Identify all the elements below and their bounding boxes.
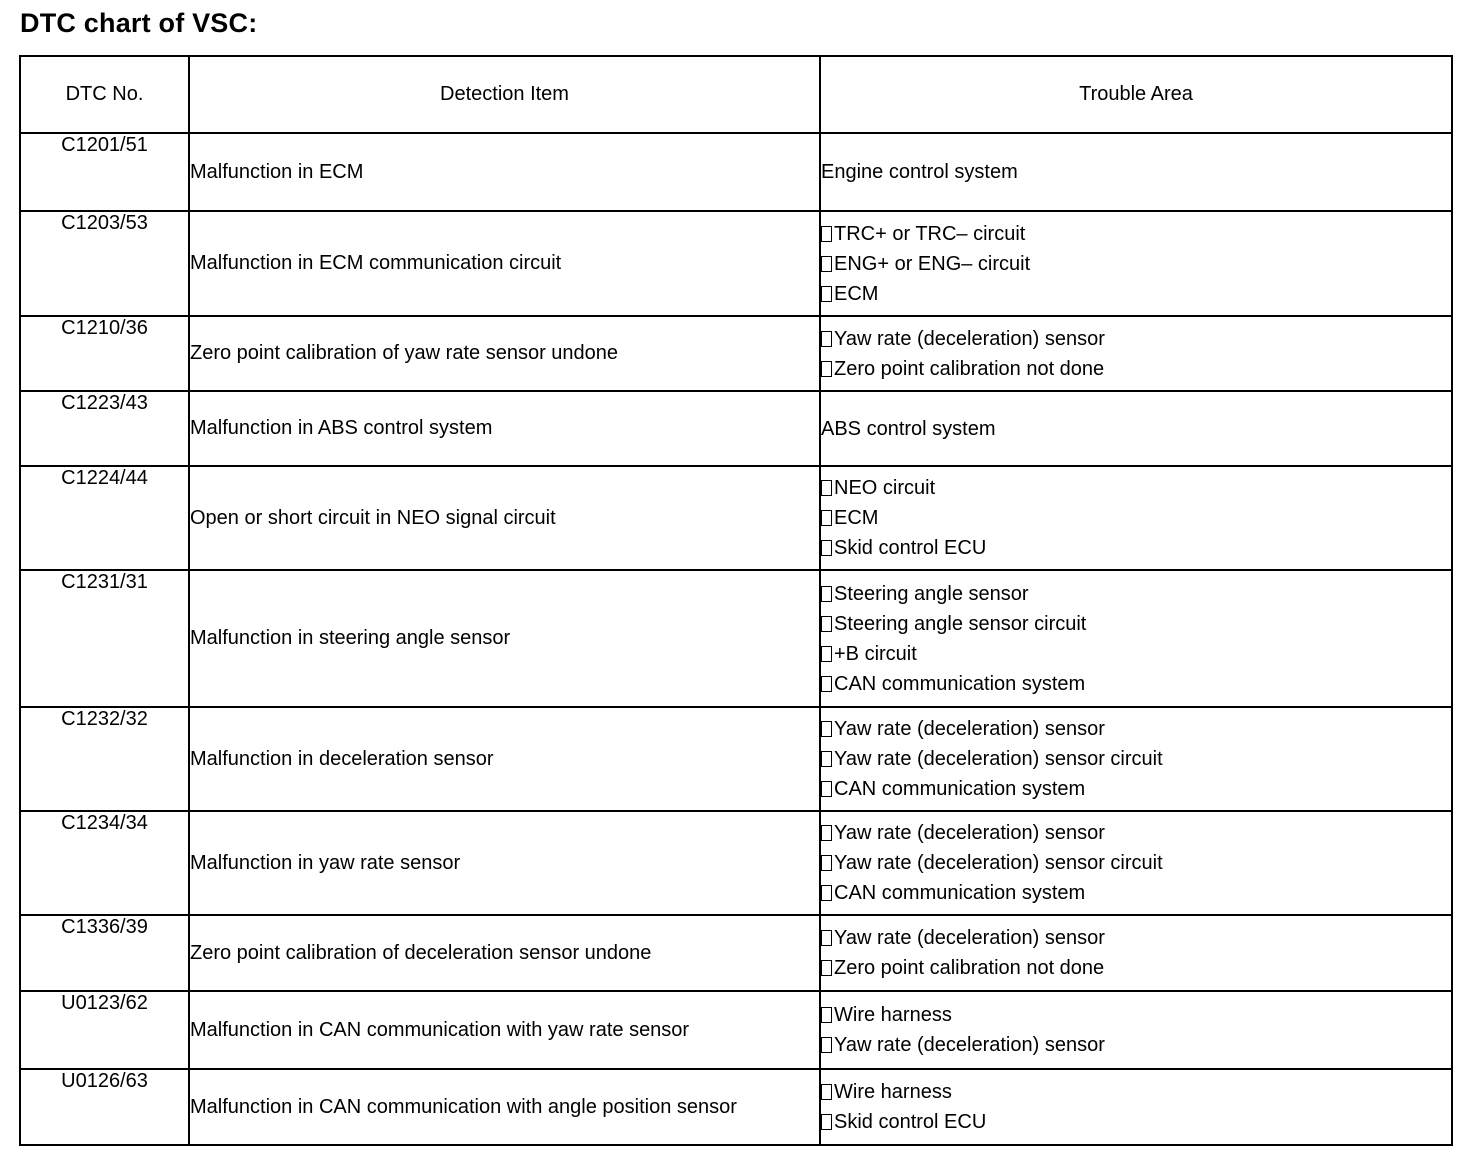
dtc-code: C1201/51 <box>20 133 189 211</box>
bullet-box-icon <box>821 781 832 797</box>
bullet-box-icon <box>821 721 832 737</box>
trouble-area <box>820 991 1452 1069</box>
trouble-area-text: Steering angle sensor circuit <box>834 612 1087 635</box>
bullet-box-icon <box>821 510 832 526</box>
trouble-area <box>820 915 1452 991</box>
dtc-code: C1234/34 <box>20 811 189 915</box>
bullet-box-icon <box>821 676 832 692</box>
trouble-area <box>820 211 1452 316</box>
bullet-box-icon <box>821 256 832 272</box>
trouble-area-item <box>821 503 1451 533</box>
trouble-area-item <box>821 639 1451 669</box>
trouble-area-item <box>821 923 1451 953</box>
trouble-area-text: +B circuit <box>834 642 917 665</box>
bullet-box-icon <box>821 286 832 302</box>
dtc-code: C1231/31 <box>20 570 189 707</box>
trouble-area-text: Engine control system <box>821 161 1018 183</box>
trouble-area-item <box>821 953 1451 983</box>
bullet-box-icon <box>821 1114 832 1130</box>
trouble-area-item <box>821 533 1451 563</box>
detection-item: Malfunction in CAN communication with angle position sensor <box>189 1069 820 1145</box>
dtc-code: C1223/43 <box>20 391 189 466</box>
trouble-area-item <box>821 1077 1451 1107</box>
trouble-area-item <box>821 714 1451 744</box>
trouble-area-item <box>821 157 1451 187</box>
trouble-area-text: Yaw rate (deceleration) sensor <box>834 822 1105 844</box>
table-header-row <box>20 56 1452 133</box>
trouble-area-text: CAN communication system <box>834 882 1086 904</box>
bullet-box-icon <box>821 586 832 602</box>
trouble-area-text: Yaw rate (deceleration) sensor circuit <box>834 748 1163 770</box>
trouble-area-item <box>821 219 1451 249</box>
trouble-area-text: Skid control ECU <box>834 537 987 559</box>
dtc-code: C1336/39 <box>20 915 189 991</box>
trouble-area-item <box>821 249 1451 279</box>
trouble-area-item <box>821 1030 1451 1060</box>
trouble-area-item <box>821 669 1451 699</box>
table-row <box>20 991 1452 1069</box>
trouble-area <box>820 570 1452 707</box>
trouble-area-text: Yaw rate (deceleration) sensor <box>834 327 1105 350</box>
table-row <box>20 570 1452 707</box>
trouble-area-text: CAN communication system <box>834 778 1086 800</box>
trouble-area-text: ABS control system <box>821 417 996 440</box>
bullet-box-icon <box>821 646 832 662</box>
detection-item: Open or short circuit in NEO signal circuit <box>189 466 820 570</box>
trouble-area-text: NEO circuit <box>834 477 936 499</box>
trouble-area-item <box>821 324 1451 354</box>
dtc-code: U0126/63 <box>20 1069 189 1145</box>
header-trouble-area: Trouble Area <box>820 56 1452 133</box>
trouble-area <box>820 707 1452 811</box>
trouble-area-text: Yaw rate (deceleration) sensor <box>834 927 1105 949</box>
detection-item: Malfunction in CAN communication with yaw rate sensor <box>189 991 820 1069</box>
trouble-area-text: Steering angle sensor <box>834 582 1029 605</box>
trouble-area <box>820 391 1452 466</box>
detection-item: Zero point calibration of yaw rate sensor undone <box>189 316 820 391</box>
trouble-area-item <box>821 848 1451 878</box>
trouble-area-item <box>821 1107 1451 1137</box>
dtc-code: C1224/44 <box>20 466 189 570</box>
trouble-area-item <box>821 579 1451 609</box>
trouble-area <box>820 1069 1452 1145</box>
table-row <box>20 466 1452 570</box>
trouble-area-text: Yaw rate (deceleration) sensor circuit <box>834 852 1163 874</box>
trouble-area-item <box>821 414 1451 444</box>
trouble-area-text: ENG+ or ENG– circuit <box>834 252 1031 275</box>
detection-item: Malfunction in ABS control system <box>189 391 820 466</box>
trouble-area-item <box>821 818 1451 848</box>
table-row <box>20 707 1452 811</box>
bullet-box-icon <box>821 1037 832 1053</box>
header-dtc-no: DTC No. <box>20 56 189 133</box>
trouble-area-item <box>821 473 1451 503</box>
trouble-area-text: ECM <box>834 507 879 529</box>
trouble-area-text: Yaw rate (deceleration) sensor <box>834 1034 1105 1056</box>
bullet-box-icon <box>821 361 832 377</box>
detection-item: Malfunction in ECM <box>189 133 820 211</box>
bullet-box-icon <box>821 960 832 976</box>
bullet-box-icon <box>821 885 832 901</box>
trouble-area-item <box>821 279 1451 309</box>
trouble-area <box>820 811 1452 915</box>
table-row <box>20 316 1452 391</box>
dtc-table <box>19 55 1453 1146</box>
trouble-area-item <box>821 609 1451 639</box>
table-row <box>20 391 1452 466</box>
dtc-code: C1232/32 <box>20 707 189 811</box>
trouble-area-item <box>821 774 1451 804</box>
trouble-area-text: ECM <box>834 282 879 305</box>
trouble-area-text: Zero point calibration not done <box>834 357 1105 380</box>
trouble-area-text: CAN communication system <box>834 672 1086 695</box>
bullet-box-icon <box>821 1084 832 1100</box>
header-detection-item: Detection Item <box>189 56 820 133</box>
bullet-box-icon <box>821 480 832 496</box>
trouble-area-text: Zero point calibration not done <box>834 957 1105 979</box>
trouble-area-item <box>821 354 1451 384</box>
trouble-area-text: Wire harness <box>834 1004 952 1026</box>
table-row <box>20 811 1452 915</box>
trouble-area-item <box>821 744 1451 774</box>
table-row <box>20 1069 1452 1145</box>
bullet-box-icon <box>821 1007 832 1023</box>
trouble-area-text: TRC+ or TRC– circuit <box>834 222 1026 245</box>
detection-item: Malfunction in deceleration sensor <box>189 707 820 811</box>
dtc-code: C1210/36 <box>20 316 189 391</box>
table-row <box>20 915 1452 991</box>
detection-item: Zero point calibration of deceleration sensor undone <box>189 915 820 991</box>
trouble-area-text: Skid control ECU <box>834 1111 987 1133</box>
table-row <box>20 211 1452 316</box>
trouble-area <box>820 316 1452 391</box>
detection-item: Malfunction in steering angle sensor <box>189 570 820 707</box>
bullet-box-icon <box>821 616 832 632</box>
bullet-box-icon <box>821 855 832 871</box>
bullet-box-icon <box>821 331 832 347</box>
page-title: DTC chart of VSC: <box>20 8 258 38</box>
trouble-area-text: Yaw rate (deceleration) sensor <box>834 718 1105 740</box>
bullet-box-icon <box>821 930 832 946</box>
bullet-box-icon <box>821 540 832 556</box>
table-row <box>20 133 1452 211</box>
detection-item: Malfunction in ECM communication circuit <box>189 211 820 316</box>
trouble-area <box>820 466 1452 570</box>
bullet-box-icon <box>821 751 832 767</box>
trouble-area-item <box>821 878 1451 908</box>
bullet-box-icon <box>821 226 832 242</box>
trouble-area-text: Wire harness <box>834 1081 952 1103</box>
bullet-box-icon <box>821 825 832 841</box>
trouble-area <box>820 133 1452 211</box>
table-body <box>20 133 1452 1145</box>
dtc-code: U0123/62 <box>20 991 189 1069</box>
trouble-area-item <box>821 1000 1451 1030</box>
detection-item: Malfunction in yaw rate sensor <box>189 811 820 915</box>
dtc-code: C1203/53 <box>20 211 189 316</box>
